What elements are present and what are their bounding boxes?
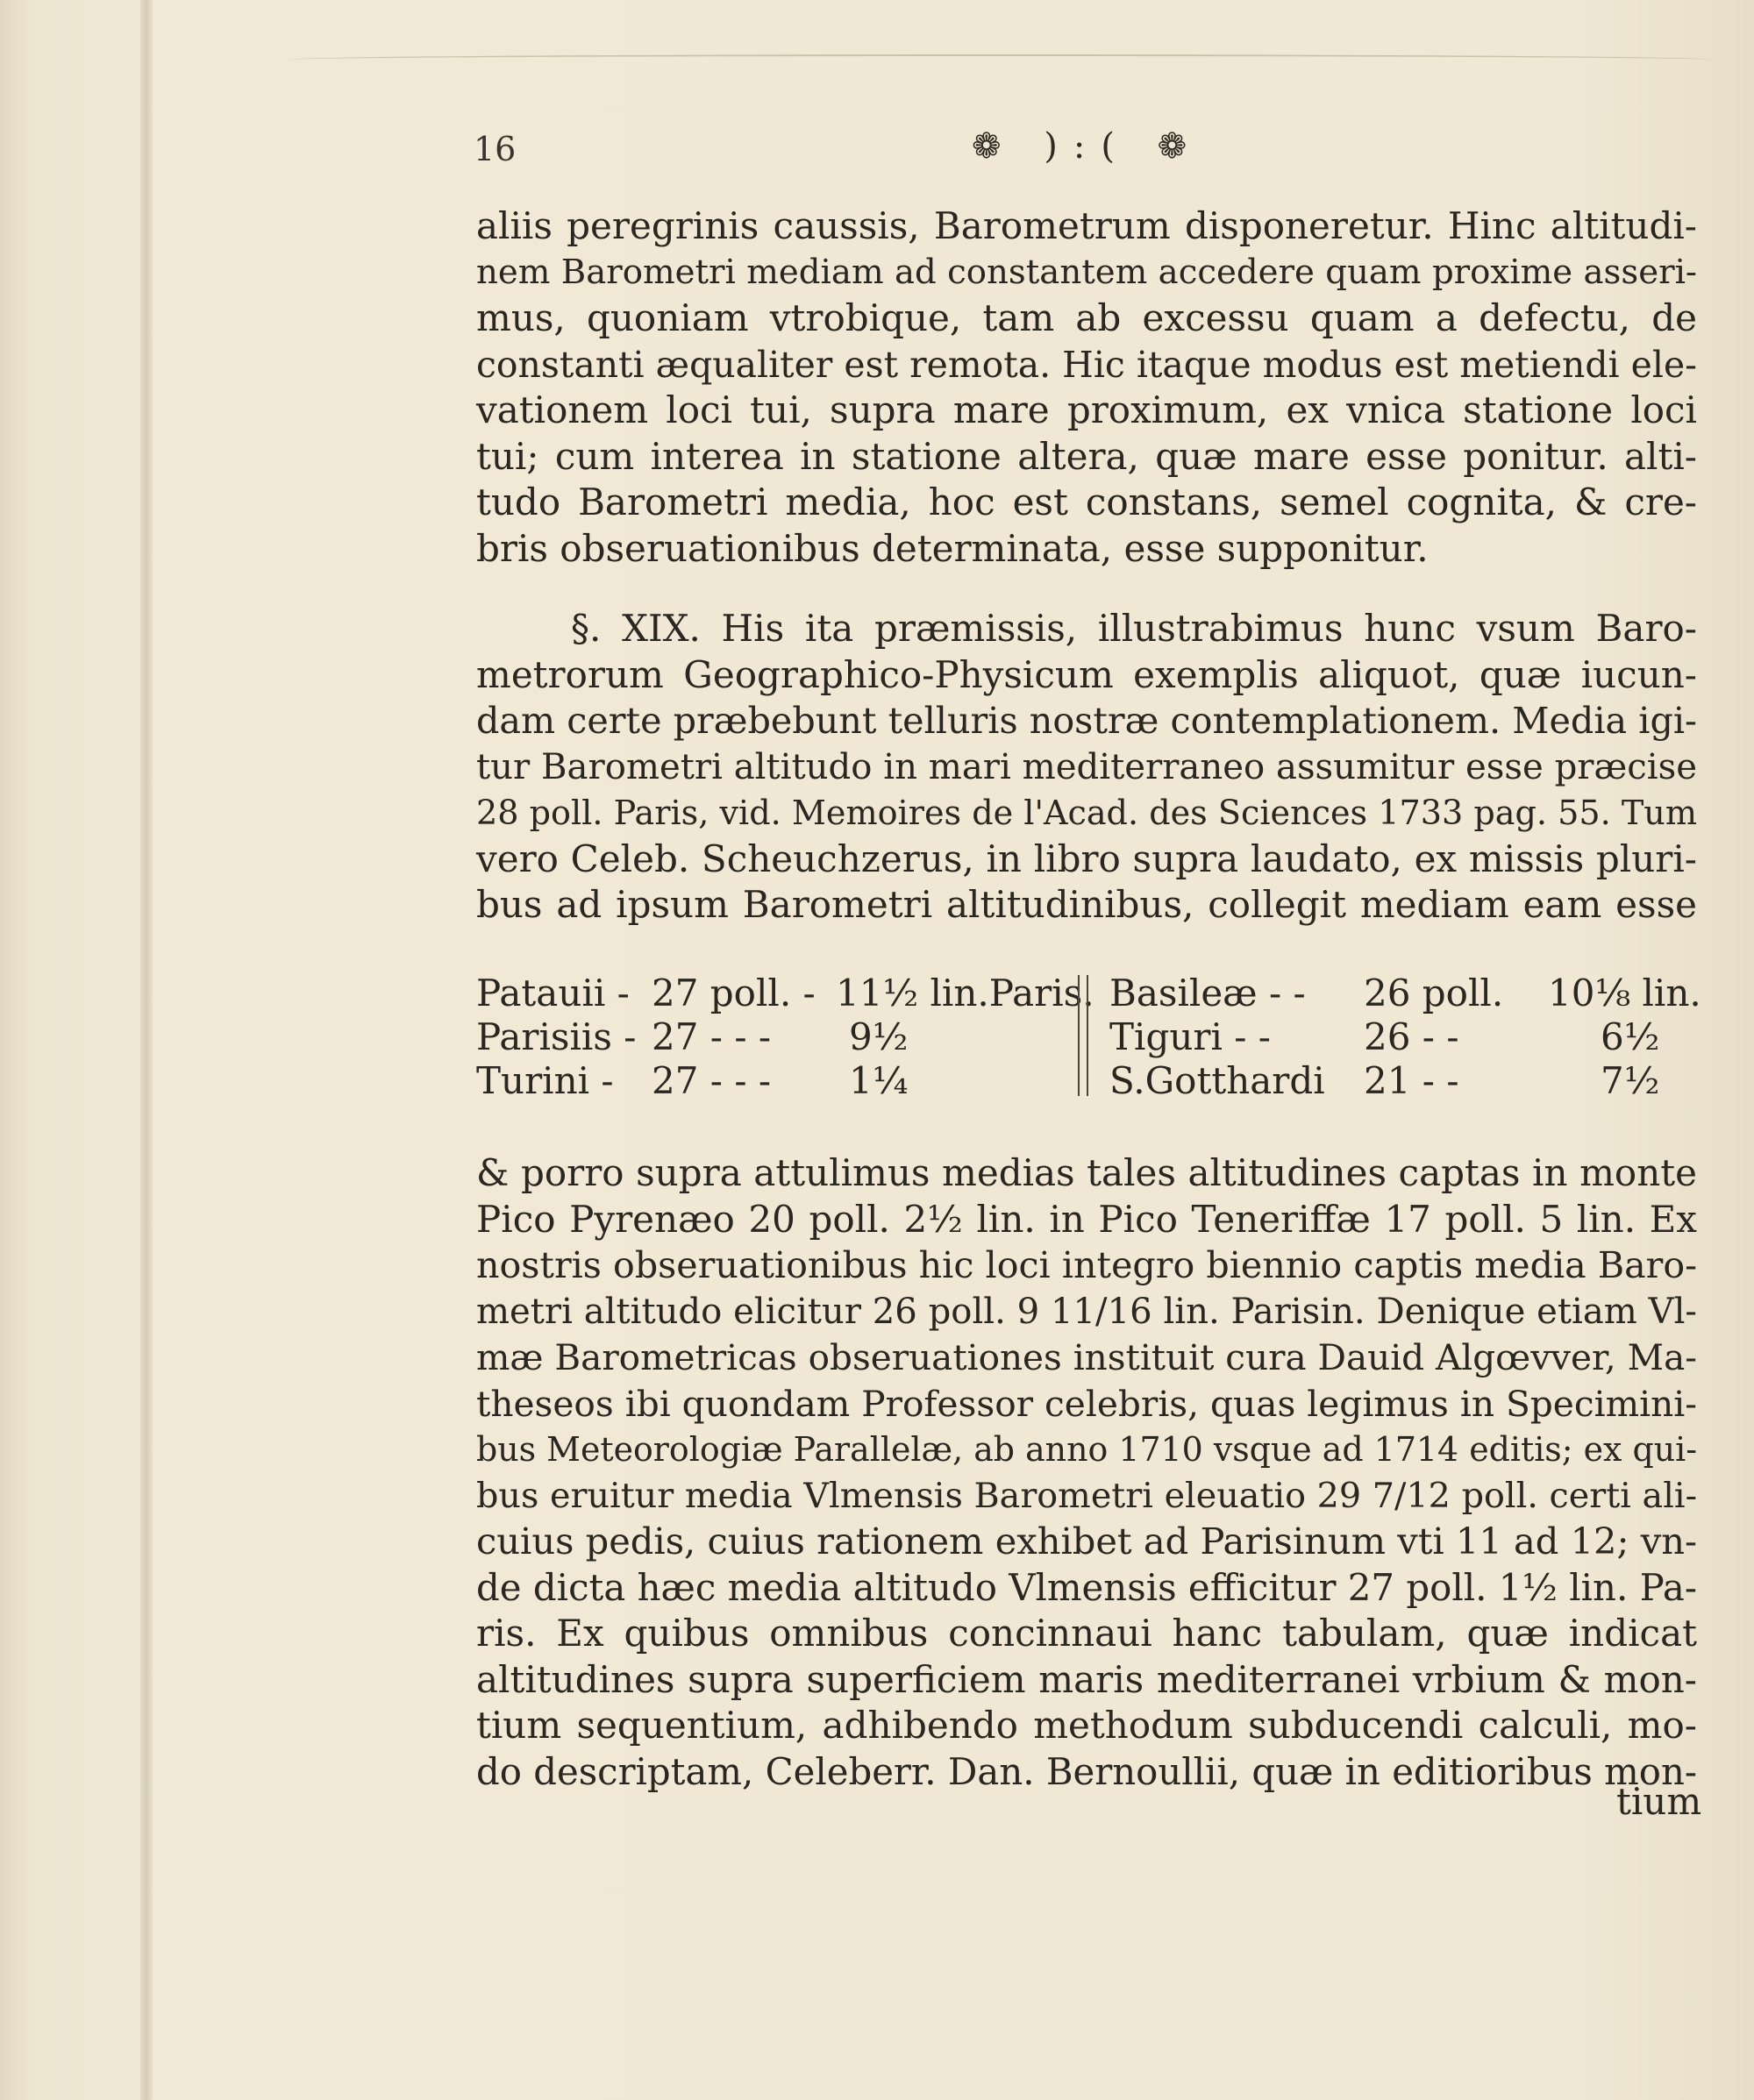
table-left-column xyxy=(476,972,1094,1103)
catchword: tium xyxy=(1616,1780,1702,1823)
text-line: metri altitudo elicitur 26 poll. 9 11/16 lin. Parisin. Denique etiam Vl- xyxy=(476,1291,1697,1332)
page-top-edge xyxy=(289,54,1710,65)
text-line: bus Meteorologiæ Parallelæ, ab anno 1710 vsque ad 1714 editis; ex qui- xyxy=(476,1430,1697,1469)
city-name: Turini - xyxy=(476,1059,614,1102)
text-line: cuius pedis, cuius rationem exhibet ad Parisinum vti 11 ad 12; vn- xyxy=(476,1520,1697,1563)
text-line: bus eruitur media Vlmensis Barometri eleuatio 29 7/12 poll. certi ali- xyxy=(476,1475,1697,1516)
table-divider xyxy=(1078,975,1088,1096)
paragraph-2 xyxy=(476,606,1697,929)
text-line: dam certe præbebunt telluris nostræ contemplationem. Media igi- xyxy=(476,700,1697,742)
text-line: tium sequentium, adhibendo methodum subducendi calculi, mo- xyxy=(476,1704,1697,1747)
city-name: Tiguri - - xyxy=(1109,1015,1271,1058)
binding-gutter xyxy=(140,0,153,2100)
lin-value: 1¼ xyxy=(849,1059,909,1102)
table-row xyxy=(476,972,1094,1015)
lin-value: 11½ lin.Paris. xyxy=(836,972,1094,1014)
text-line: tudo Barometri media, hoc est constans, semel cognita, & cre- xyxy=(476,481,1697,523)
lin-value: 6½ xyxy=(1601,1015,1660,1058)
text-line: tur Barometri altitudo in mari mediterraneo assumitur esse præcise xyxy=(476,746,1697,787)
text-line: bris obseruationibus determinata, esse supponitur. xyxy=(476,526,1429,570)
table-row xyxy=(1109,972,1700,1015)
text-line: & porro supra attulimus medias tales altitudines captas in monte xyxy=(476,1151,1697,1194)
text-line: theseos ibi quondam Professor celebris, quas legimus in Specimini- xyxy=(476,1382,1697,1425)
lin-value: 10⅛ lin. xyxy=(1548,972,1701,1014)
section-heading-line: §. XIX. His ita præmissis, illustrabimus hunc vsum Baro- xyxy=(571,607,1697,650)
poll-value: 21 - - xyxy=(1364,1059,1459,1102)
text-line: metrorum Geographico-Physicum exemplis aliquot, quæ iucun- xyxy=(476,652,1697,696)
table-row xyxy=(1109,1015,1700,1059)
text-line: nostris obseruationibus hic loci integro biennio captis media Baro- xyxy=(476,1244,1697,1286)
text-line: do descriptam, Celeberr. Dan. Bernoullii, quæ in editioribus mon- xyxy=(476,1749,1697,1793)
table-row xyxy=(476,1059,1081,1103)
text-line: altitudines supra superficiem maris mediterranei vrbium & mon- xyxy=(476,1657,1697,1701)
paragraph-1 xyxy=(476,203,1697,572)
text-line: tui; cum interea in statione altera, quæ mare esse ponitur. alti- xyxy=(476,434,1697,478)
city-name: Patauii - xyxy=(476,972,630,1014)
text-line: de dicta hæc media altitudo Vlmensis efficitur 27 poll. 1½ lin. Pa- xyxy=(476,1565,1697,1609)
text-line: bus ad ipsum Barometri altitudinibus, collegit mediam eam esse xyxy=(476,883,1697,926)
text-line: 28 poll. Paris, vid. Memoires de l'Acad. des Sciences 1733 pag. 55. Tum xyxy=(476,794,1697,832)
table-row xyxy=(1109,1059,1700,1103)
poll-value: 27 - - - xyxy=(652,1059,772,1102)
page-number: 16 xyxy=(474,130,517,168)
text-line: vero Celeb. Scheuchzerus, in libro supra laudato, ex missis pluri- xyxy=(476,836,1697,880)
lin-value: 9½ xyxy=(849,1015,909,1058)
text-line: vationem loci tui, supra mare proximum, ex vnica statione loci xyxy=(476,388,1697,431)
text-line: constanti æqualiter est remota. Hic itaque modus est metiendi ele- xyxy=(476,343,1697,386)
barometer-table xyxy=(476,972,1700,1103)
city-name: S.Gotthardi xyxy=(1109,1059,1325,1102)
text-line: nem Barometri mediam ad constantem accedere quam proxime asseri- xyxy=(476,252,1697,292)
table-row xyxy=(476,1015,1081,1059)
poll-value: 26 - - xyxy=(1364,1015,1459,1058)
text-line: ris. Ex quibus omnibus concinnaui hanc tabulam, quæ indicat xyxy=(476,1612,1697,1655)
city-name: Parisiis - xyxy=(476,1015,637,1058)
lin-value: 7½ xyxy=(1601,1059,1660,1102)
text-line: mæ Barometricas obseruationes instituit cura Dauid Algœvver, Ma- xyxy=(476,1336,1697,1378)
poll-value: 27 - - - xyxy=(652,1015,772,1058)
table-right-column xyxy=(1109,972,1700,1103)
city-name: Basileæ - - xyxy=(1109,972,1306,1014)
paragraph-3 xyxy=(476,1150,1697,1795)
header-ornament: ❁ ):( ❁ xyxy=(972,126,1203,167)
text-line: mus, quoniam vtrobique, tam ab excessu quam a defectu, de xyxy=(476,296,1697,339)
poll-value: 27 poll. - xyxy=(652,972,816,1014)
text-line: Pico Pyrenæo 20 poll. 2½ lin. in Pico Teneriffæ 17 poll. 5 lin. Ex xyxy=(476,1197,1697,1241)
poll-value: 26 poll. xyxy=(1364,972,1504,1014)
text-line: aliis peregrinis caussis, Barometrum disponeretur. Hinc altitudi- xyxy=(476,204,1697,247)
running-header xyxy=(474,126,1701,182)
